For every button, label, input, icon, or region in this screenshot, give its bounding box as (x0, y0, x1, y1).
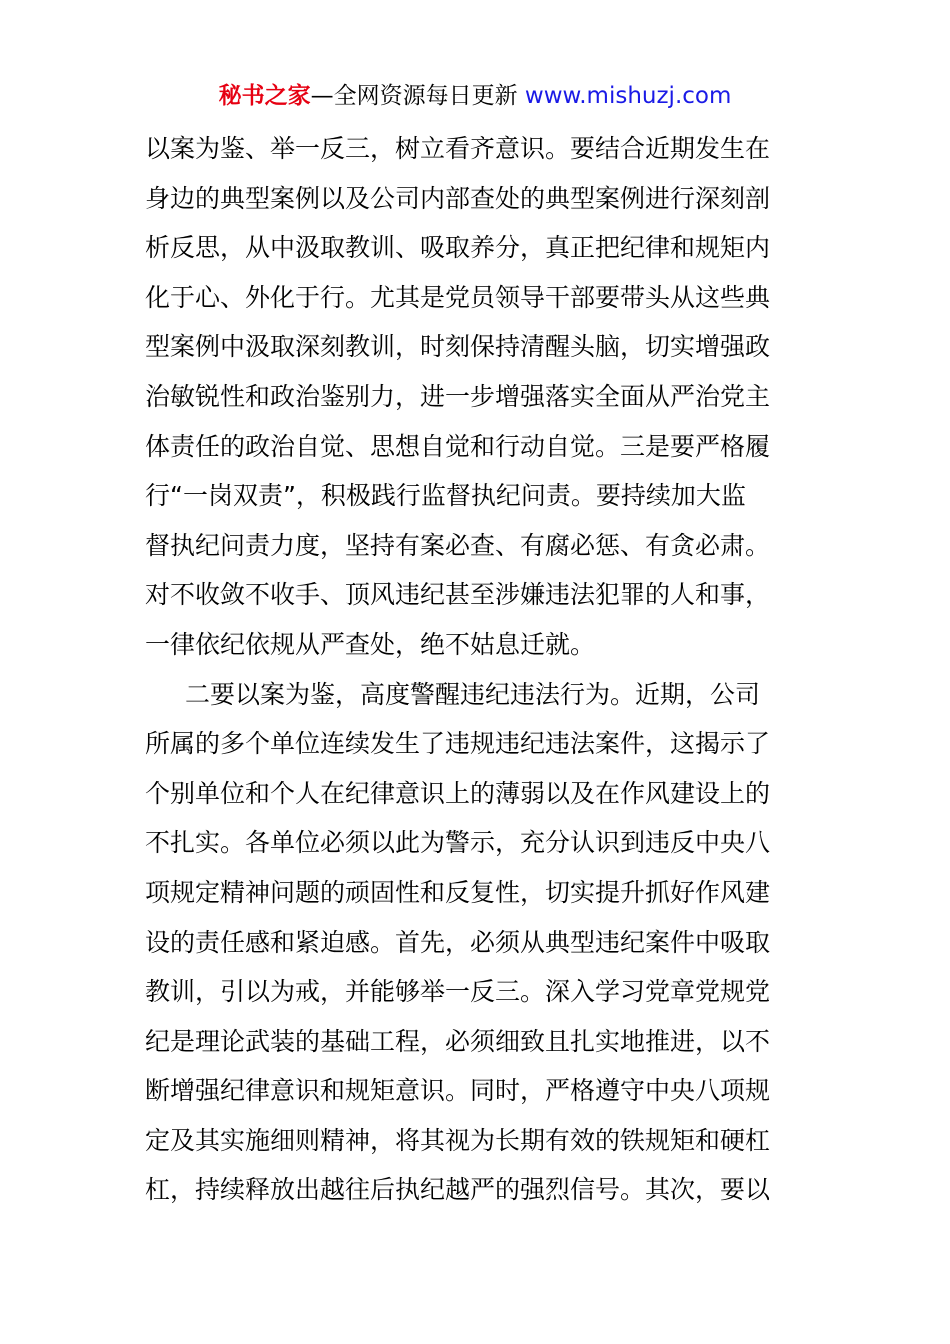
text-line: 杠，持续释放出越往后执纪越严的强烈信号。其次，要以 (145, 1175, 771, 1205)
text-line: 断增强纪律意识和规矩意识。同时，严格遵守中央八项规 (145, 1076, 771, 1106)
text-line: 以案为鉴、举一反三，树立看齐意识。要结合近期发生在 (145, 134, 771, 163)
text-line: 教训，引以为戒，并能够举一反三。深入学习党章党规党 (145, 977, 771, 1007)
text-line: 体责任的政治自觉、思想自觉和行动自觉。三是要严格履 (145, 431, 771, 461)
text-line: 化于心、外化于行。尤其是党员领导干部要带头从这些典 (145, 282, 771, 312)
text-line: 项规定精神问题的顽固性和反复性，切实提升抓好作风建 (145, 877, 771, 907)
document-body (145, 124, 810, 1215)
text-line: 对不收敛不收手、顶风违纪甚至涉嫌违法犯罪的人和事， (145, 580, 771, 610)
text-line: 不扎实。各单位必须以此为警示，充分认识到违反中央八 (145, 828, 771, 858)
text-line: 个别单位和个人在纪律意识上的薄弱以及在作风建设上的 (145, 778, 771, 808)
text-line: 行“一岗双责”，积极践行监督执纪问责。要持续加大监 (145, 481, 746, 511)
text-line: 定及其实施细则精神，将其视为长期有效的铁规矩和硬杠 (145, 1125, 771, 1155)
paragraph-start-line: 二要以案为鉴，高度警醒违纪违法行为。近期，公司 (185, 679, 761, 709)
text-line: 所属的多个单位连续发生了违规违纪违法案件，这揭示了 (145, 729, 771, 759)
text-line: 督执纪问责力度，坚持有案必查、有腐必惩、有贪必肃。 (145, 530, 771, 560)
text-line: 设的责任感和紧迫感。首先，必须从典型违纪案件中吸取 (145, 927, 771, 957)
site-header (0, 80, 950, 112)
text-line: 纪是理论武装的基础工程，必须细致且扎实地推进，以不 (145, 1026, 771, 1056)
text-line: 型案例中汲取深刻教训，时刻保持清醒头脑，切实增强政 (145, 332, 771, 362)
site-brand: 秘书之家 (218, 83, 311, 109)
text-line: 一律依纪依规从严查处，绝不姑息迁就。 (145, 629, 596, 659)
text-line: 身边的典型案例以及公司内部查处的典型案例进行深刻剖 (145, 183, 771, 213)
text-line: 析反思，从中汲取教训、吸取养分，真正把纪律和规矩内 (145, 233, 771, 263)
site-url-link[interactable]: www.mishuzj.com (524, 83, 732, 109)
text-line: 治敏锐性和政治鉴别力，进一步增强落实全面从严治党主 (145, 381, 771, 411)
site-tagline: —全网资源每日更新 (310, 83, 525, 109)
